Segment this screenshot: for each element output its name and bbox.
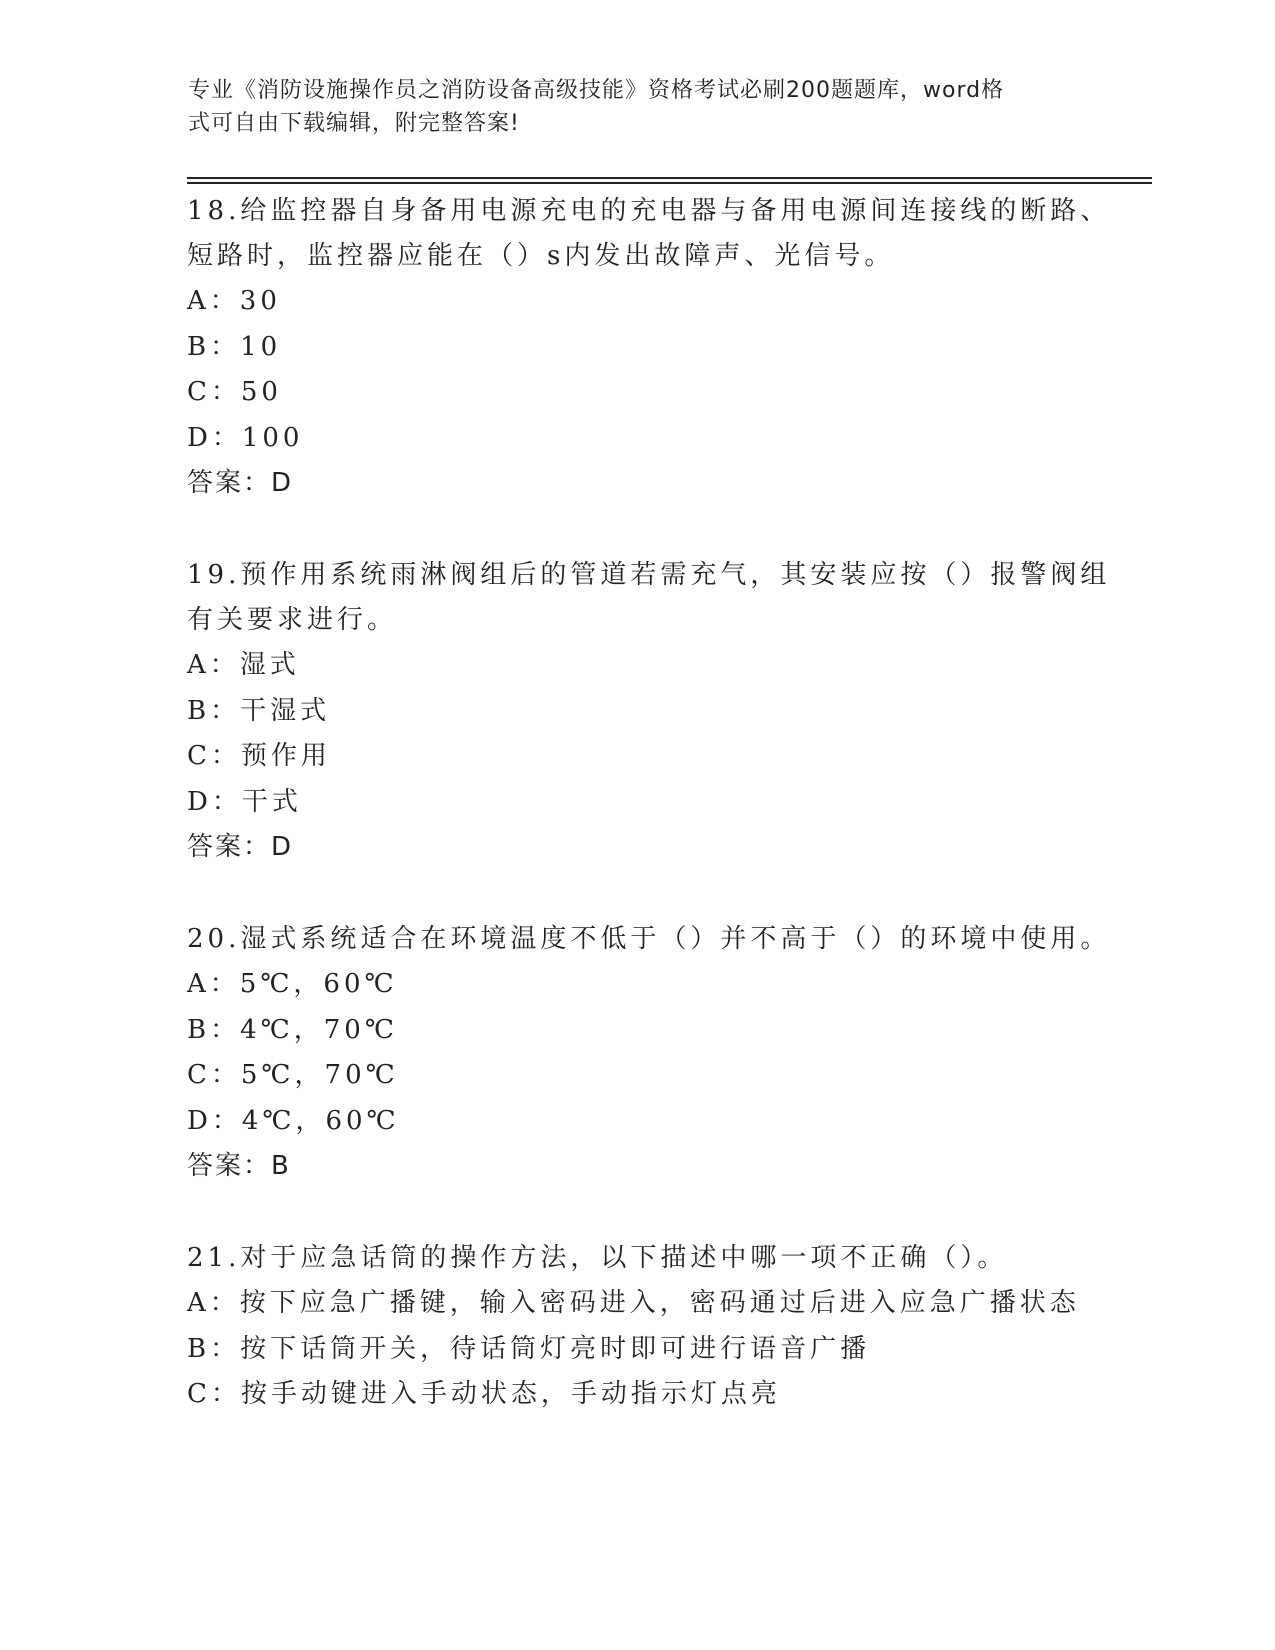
option-d: D：100 (187, 422, 304, 453)
answer: 答案：D (187, 468, 294, 498)
header-line-1: 专业《消防设施操作员之消防设备高级技能》资格考试必刷200题题库，word格 (188, 78, 1005, 103)
option-b: B：10 (187, 331, 282, 362)
header-divider-bottom (187, 182, 1152, 184)
option-c: C：50 (187, 377, 282, 407)
option-b: B：按下话筒开关，待话筒灯亮时即可进行语音广播 (187, 1333, 871, 1364)
stem-line: 21.对于应急话筒的操作方法，以下描述中哪一项不正确（）。 (187, 1243, 1008, 1273)
option-d: D：4℃，60℃ (187, 1105, 400, 1136)
option-b: B：干湿式 (187, 695, 331, 726)
question-stem (187, 553, 1111, 643)
stem-line: 20.湿式系统适合在环境温度不低于（）并不高于（）的环境中使用。 (187, 924, 1111, 954)
option-a: A：5℃，60℃ (187, 969, 398, 999)
stem-line: 有关要求进行。 (187, 605, 398, 635)
option-b: B：4℃，70℃ (187, 1014, 398, 1045)
stem-line: 19.预作用系统雨淋阀组后的管道若需充气，其安装应按（）报警阀组 (187, 560, 1111, 590)
option-c: C：5℃，70℃ (187, 1060, 399, 1090)
question-21 (187, 1236, 1087, 1418)
question-stem (187, 1236, 1087, 1281)
document-header (188, 74, 1068, 140)
question-stem (187, 917, 1111, 962)
question-19 (187, 553, 1111, 870)
option-d: D：干式 (187, 786, 302, 817)
answer: 答案：B (187, 1151, 291, 1181)
header-divider-top (187, 177, 1152, 179)
answer: 答案：D (187, 832, 294, 862)
option-c: C：按手动键进入手动状态，手动指示灯点亮 (187, 1379, 781, 1409)
stem-line: 短路时，监控器应能在（）s内发出故障声、光信号。 (187, 241, 895, 271)
stem-line: 18.给监控器自身备用电源充电的充电器与备用电源间连接线的断路、 (187, 196, 1111, 226)
question-20 (187, 917, 1111, 1189)
option-c: C：预作用 (187, 741, 331, 771)
header-line-2: 式可自由下载编辑，附完整答案! (188, 111, 520, 136)
option-a: A：湿式 (187, 650, 300, 680)
question-stem (187, 189, 1111, 279)
option-a: A：30 (187, 286, 281, 316)
question-18 (187, 189, 1111, 506)
option-a: A：按下应急广播键，输入密码进入，密码通过后进入应急广播状态 (187, 1288, 1080, 1318)
